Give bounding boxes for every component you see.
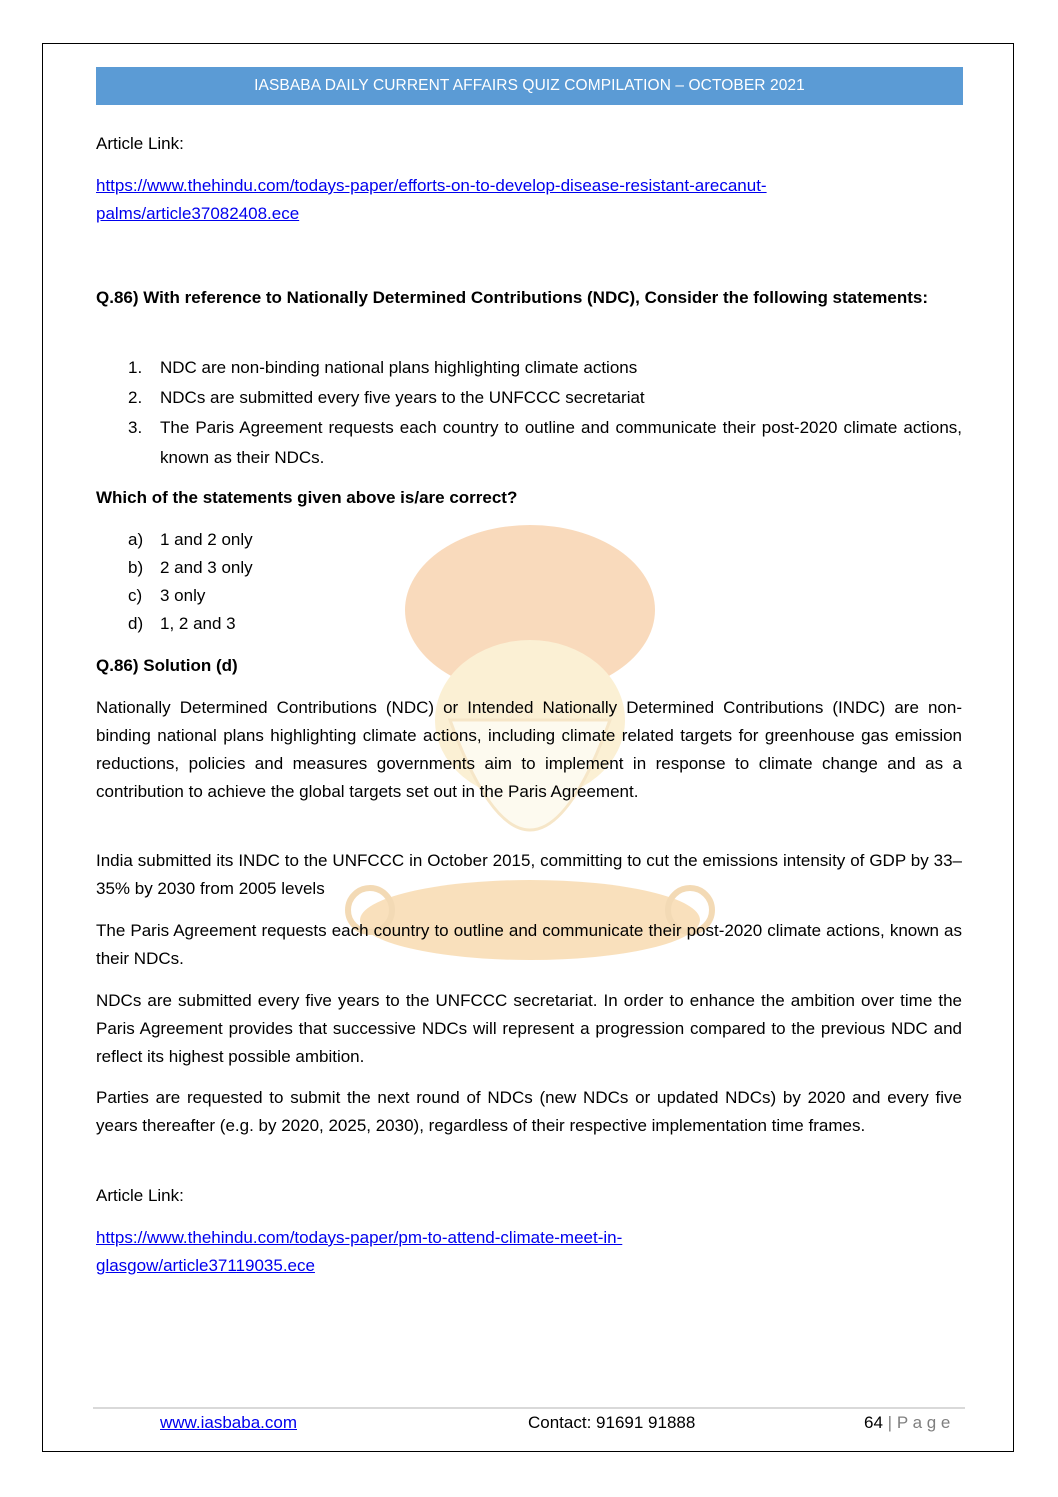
solution-title: Q.86) Solution (d): [96, 656, 238, 675]
prev-article-link-block: [96, 172, 962, 228]
statement-item: 3. The Paris Agreement requests each country to outline and communicate their post-2020 climate actions, known as their NDCs.: [128, 418, 962, 467]
article-label: Article Link:: [96, 1186, 184, 1205]
solution-paragraph: The Paris Agreement requests each country to outline and communicate their post-2020 climate actions, known as their NDCs.: [96, 921, 962, 968]
option-a: a) 1 and 2 only: [128, 530, 253, 549]
statement-item: 1. NDC are non-binding national plans highlighting climate actions: [128, 358, 638, 377]
option-b: b) 2 and 3 only: [128, 558, 253, 577]
question-title: Q.86) With reference to Nationally Determined Contributions (NDC), Consider the following statements:: [96, 288, 928, 307]
header-banner: IASBABA DAILY CURRENT AFFAIRS QUIZ COMPILATION – OCTOBER 2021: [96, 67, 963, 105]
article-link-block: [96, 1224, 962, 1280]
prev-article-link[interactable]: https://www.thehindu.com/todays-paper/efforts-on-to-develop-disease-resistant-arecanut- palms/article37082408.ece: [96, 176, 767, 223]
solution-paragraph: NDCs are submitted every five years to the UNFCCC secretariat. In order to enhance the ambition over time the Paris Agreement provides that successive NDCs will represent a progression compared to the previous NDC and reflect its highest possible ambition.: [96, 991, 962, 1066]
solution-paragraph: Parties are requested to submit the next round of NDCs (new NDCs or updated NDCs) by 2020 and every five years thereafter (e.g. by 2020, 2025, 2030), regardless of their respective implementation time frames.: [96, 1088, 962, 1135]
page-label: P a g e: [896, 1413, 951, 1432]
footer-divider: [93, 1407, 965, 1409]
footer-website-link[interactable]: www.iasbaba.com: [160, 1413, 298, 1432]
option-c: c) 3 only: [128, 586, 206, 605]
solution-paragraph: India submitted its INDC to the UNFCCC in October 2015, committing to cut the emissions intensity of GDP by 33–35% by 2030 from 2005 levels: [96, 851, 962, 898]
option-d: d) 1, 2 and 3: [128, 614, 236, 633]
footer-contact: Contact: 91691 91888: [528, 1413, 696, 1432]
footer-page: 64 | P a g e: [864, 1413, 951, 1432]
article-link[interactable]: https://www.thehindu.com/todays-paper/pm-to-attend-climate-meet-in- glasgow/article37119035.ece: [96, 1228, 623, 1275]
statement-item: 2. NDCs are submitted every five years to the UNFCCC secretariat: [128, 388, 645, 407]
prev-article-label: Article Link:: [96, 134, 184, 153]
solution-paragraph: Nationally Determined Contributions (NDC) or Intended Nationally Determined Contributions (INDC) are non-binding national plans highlighting climate actions, including climate related targets for greenhouse gas emission reductions, policies and measures governments aim to implement in response to climate change and as a contribution to achieve the global targets set out in the Paris Agreement.: [96, 698, 962, 801]
question-prompt: Which of the statements given above is/are correct?: [96, 488, 518, 507]
page-number: 64: [864, 1413, 883, 1432]
